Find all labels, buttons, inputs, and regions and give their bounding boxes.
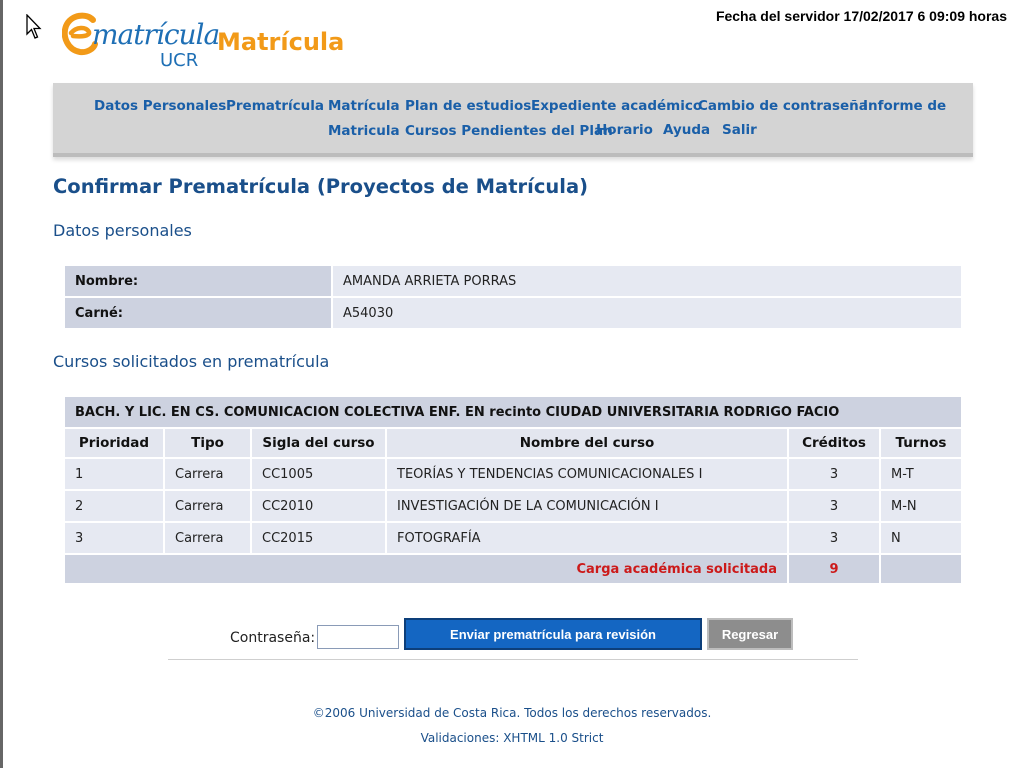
nav-informe-de-matricula-line2[interactable]: Matricula	[328, 123, 400, 139]
cell-prioridad: 2	[65, 491, 163, 521]
xhtml-validation-link[interactable]: XHTML 1.0 Strict	[503, 731, 604, 745]
id-label: Carné:	[65, 298, 331, 328]
nav-cambio-de-contrasena[interactable]: Cambio de contraseña	[698, 98, 868, 114]
col-sigla: Sigla del curso	[252, 429, 385, 457]
cell-turnos: N	[881, 523, 961, 553]
nav-datos-personales[interactable]: Datos Personales	[94, 98, 227, 114]
submit-prematricula-button[interactable]: Enviar prematrícula para revisión	[404, 618, 702, 650]
total-row	[65, 555, 961, 583]
name-value: AMANDA ARRIETA PORRAS	[333, 266, 961, 296]
courses-table	[63, 395, 963, 585]
cell-tipo: Carrera	[165, 459, 250, 489]
nav-salir[interactable]: Salir	[722, 122, 757, 138]
cell-tipo: Carrera	[165, 523, 250, 553]
courses-header-row	[65, 429, 961, 457]
password-label: Contraseña:	[230, 630, 316, 646]
window-left-edge	[0, 0, 3, 768]
app-title: Matrícula	[217, 28, 345, 56]
cell-creditos: 3	[789, 491, 879, 521]
nav-informe-de-matricula[interactable]: Informe de	[863, 98, 947, 114]
nav-ayuda[interactable]: Ayuda	[663, 122, 711, 138]
cell-creditos: 3	[789, 523, 879, 553]
table-row	[65, 491, 961, 521]
main-navigation	[53, 83, 973, 157]
footer-validations	[0, 731, 1024, 745]
cell-turnos: M-T	[881, 459, 961, 489]
name-label: Nombre:	[65, 266, 331, 296]
personal-data-table	[63, 264, 963, 330]
page-title: Confirmar Prematrícula (Proyectos de Matrícula)	[53, 175, 589, 198]
cell-turnos: M-N	[881, 491, 961, 521]
col-turnos: Turnos	[881, 429, 961, 457]
cell-nombre: TEORÍAS Y TENDENCIAS COMUNICACIONALES I	[387, 459, 787, 489]
logo-wordmark: matrícula	[92, 18, 220, 51]
id-value: A54030	[333, 298, 961, 328]
mouse-cursor-icon	[26, 14, 42, 40]
logo-ucr: UCR	[160, 50, 199, 71]
table-row	[65, 459, 961, 489]
cell-prioridad: 1	[65, 459, 163, 489]
personal-row-name	[65, 266, 961, 296]
cell-sigla: CC2015	[252, 523, 385, 553]
nav-horario[interactable]: Horario	[596, 122, 653, 138]
col-tipo: Tipo	[165, 429, 250, 457]
cell-tipo: Carrera	[165, 491, 250, 521]
cell-sigla: CC2010	[252, 491, 385, 521]
nav-cursos-pendientes[interactable]: Cursos Pendientes del Plan	[405, 123, 613, 139]
program-row	[65, 397, 961, 427]
nav-prematricula[interactable]: Prematrícula	[226, 98, 324, 114]
personal-data-heading: Datos personales	[53, 221, 192, 240]
password-input[interactable]	[317, 625, 399, 649]
nav-expediente-academico[interactable]: Expediente académico	[531, 98, 703, 114]
back-button[interactable]: Regresar	[707, 618, 793, 650]
total-empty-cell	[881, 555, 961, 583]
personal-row-id	[65, 298, 961, 328]
program-name: BACH. Y LIC. EN CS. COMUNICACION COLECTIVA ENF. EN recinto CIUDAD UNIVERSITARIA RODRIGO FACIO	[65, 397, 961, 427]
nav-matricula[interactable]: Matrícula	[328, 98, 400, 114]
cell-creditos: 3	[789, 459, 879, 489]
cell-nombre: FOTOGRAFÍA	[387, 523, 787, 553]
table-row	[65, 523, 961, 553]
footer-copyright: ©2006 Universidad de Costa Rica. Todos los derechos reservados.	[312, 706, 712, 720]
courses-heading: Cursos solicitados en prematrícula	[53, 352, 330, 371]
total-value: 9	[789, 555, 879, 583]
cell-prioridad: 3	[65, 523, 163, 553]
cell-nombre: INVESTIGACIÓN DE LA COMUNICACIÓN I	[387, 491, 787, 521]
nav-plan-de-estudios[interactable]: Plan de estudios	[405, 98, 532, 114]
server-date: Fecha del servidor 17/02/2017 6 09:09 horas	[715, 8, 1007, 24]
col-prioridad: Prioridad	[65, 429, 163, 457]
col-creditos: Créditos	[789, 429, 879, 457]
cell-sigla: CC1005	[252, 459, 385, 489]
total-label: Carga académica solicitada	[65, 555, 787, 583]
form-divider	[168, 659, 858, 660]
ematricula-logo[interactable]	[62, 12, 220, 72]
validations-label: Validaciones:	[420, 731, 504, 745]
col-nombre: Nombre del curso	[387, 429, 787, 457]
